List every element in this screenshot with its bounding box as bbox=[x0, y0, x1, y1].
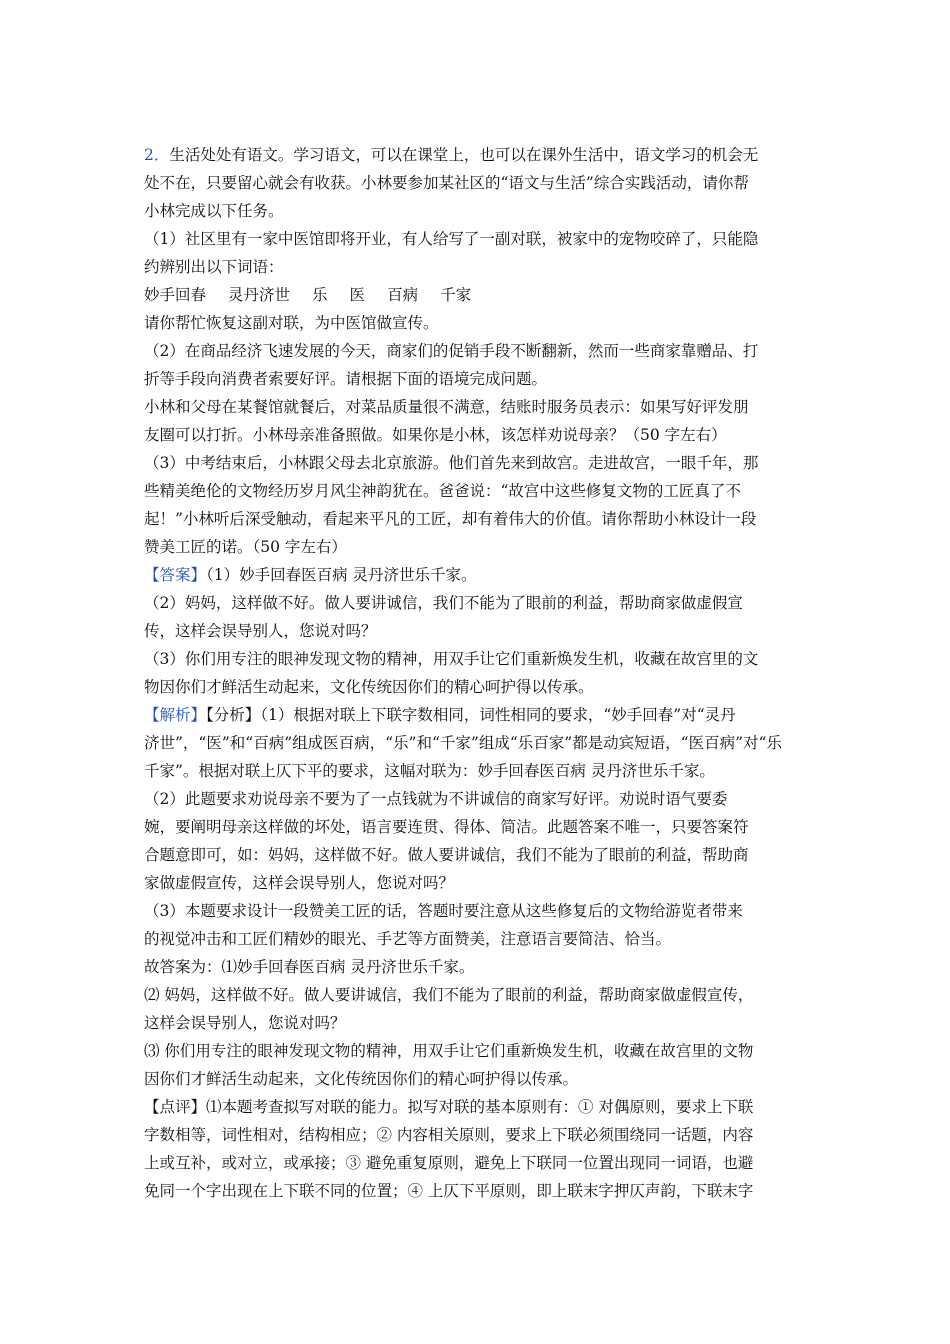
line-text: ⑵ 妈妈，这样做不好。做人要讲诚信，我们不能为了眼前的利益，帮助商家做虚假宣传， bbox=[144, 986, 754, 1004]
line-text: 小林完成以下任务。 bbox=[144, 202, 284, 220]
line-text: （2）在商品经济飞速发展的今天，商家们的促销手段不断翻新，然而一些商家靠赠品、打 bbox=[144, 342, 759, 360]
text-line bbox=[144, 393, 812, 421]
text-line bbox=[144, 589, 812, 617]
text-line bbox=[144, 505, 812, 533]
text-line bbox=[144, 421, 812, 449]
line-text: 友圈可以打折。小林母亲准备照做。如果你是小林，该怎样劝说母亲？（50 字左右） bbox=[144, 426, 727, 444]
text-line bbox=[144, 253, 812, 281]
line-text: （1）妙手回春医百病 灵丹济世乐千家。 bbox=[206, 566, 477, 584]
text-line bbox=[144, 869, 812, 897]
line-text: 【分析】（1）根据对联上下联字数相同，词性相同的要求，“妙手回春”对“灵丹 bbox=[206, 706, 736, 724]
line-text: 婉，要阐明母亲这样做的坏处，语言要连贯、得体、简洁。此题答案不唯一，只要答案符 bbox=[144, 818, 749, 836]
line-text: （3）你们用专注的眼神发现文物的精神，用双手让它们重新焕发生机，收藏在故宫里的文 bbox=[144, 650, 759, 668]
couplet-word: 妙手回春 bbox=[144, 286, 207, 304]
line-text: 的视觉冲击和工匠们精妙的眼光、手艺等方面赞美，注意语言要简洁、恰当。 bbox=[144, 930, 672, 948]
line-text: 折等手段向消费者索要好评。请根据下面的语境完成问题。 bbox=[144, 370, 548, 388]
line-text: 传，这样会误导别人，您说对吗？ bbox=[144, 622, 377, 640]
line-text: （3）中考结束后，小林跟父母去北京旅游。他们首先来到故宫。走进故宫，一眼千年，那 bbox=[144, 454, 759, 472]
line-text: （2）此题要求劝说母亲不要为了一点钱就为不讲诚信的商家写好评。劝说时语气要委 bbox=[144, 790, 728, 808]
text-line bbox=[144, 1065, 812, 1093]
line-text: 上或互补，或对立，或承接；③ 避免重复原则，避免上下联同一位置出现同一词语，也避 bbox=[144, 1154, 754, 1172]
text-line bbox=[144, 169, 812, 197]
couplet-word: 灵丹济世 bbox=[228, 286, 291, 304]
couplet-word: 千家 bbox=[440, 286, 472, 304]
line-text: （1）社区里有一家中医馆即将开业，有人给写了一副对联，被家中的宠物咬碎了，只能隐 bbox=[144, 230, 759, 248]
line-text: 些精美绝伦的文物经历岁月风尘神韵犹在。爸爸说：“故宫中这些修复文物的工匠真了不 bbox=[144, 482, 741, 500]
text-line bbox=[144, 645, 812, 673]
text-line bbox=[144, 841, 812, 869]
line-text: 这样会误导别人，您说对吗？ bbox=[144, 1014, 346, 1032]
couplet-word: 百病 bbox=[387, 286, 419, 304]
line-text: 生活处处有语文。学习语文，可以在课堂上，也可以在课外生活中，语文学习的机会无 bbox=[169, 146, 759, 164]
line-text: 字数相等，词性相对，结构相应；② 内容相关原则，要求上下联必须围绕同一话题，内容 bbox=[144, 1126, 754, 1144]
line-text: 合题意即可，如：妈妈，这样做不好。做人要讲诚信，我们不能为了眼前的利益，帮助商 bbox=[144, 846, 749, 864]
text-line bbox=[144, 1177, 812, 1205]
text-line bbox=[144, 617, 812, 645]
line-text: ⑶ 你们用专注的眼神发现文物的精神，用双手让它们重新焕发生机，收藏在故宫里的文物 bbox=[144, 1042, 754, 1060]
couplet-word: 乐 bbox=[312, 286, 328, 304]
line-text: 处不在，只要留心就会有收获。小林要参加某社区的“语文与生活”综合实践活动，请你帮 bbox=[144, 174, 749, 192]
line-text: 小林和父母在某餐馆就餐后，对菜品质量很不满意，结账时服务员表示：如果写好评发朋 bbox=[144, 398, 749, 416]
line-text: 赞美工匠的诺。（50 字左右） bbox=[144, 538, 347, 556]
line-text: 济世”，“医”和“百病”组成医百病，“乐”和“千家”组成“乐百家”都是动宾短语，“医百病”对“乐 bbox=[144, 734, 782, 752]
couplet-word: 医 bbox=[349, 286, 366, 304]
line-text: 家做虚假宣传，这样会误导别人，您说对吗？ bbox=[144, 874, 455, 892]
text-line bbox=[144, 449, 812, 477]
line-text: 因你们才鲜活生动起来，文化传统因你们的精心呵护得以传承。 bbox=[144, 1070, 579, 1088]
text-line bbox=[144, 1037, 812, 1065]
text-line bbox=[144, 1121, 812, 1149]
text-line bbox=[144, 337, 812, 365]
line-text: 免同一个字出现在上下联不同的位置；④ 上仄下平原则，即上联末字押仄声韵，下联末字 bbox=[144, 1182, 754, 1200]
line-text: 千家”。根据对联上仄下平的要求，这幅对联为：妙手回春医百病 灵丹济世乐千家。 bbox=[144, 762, 715, 780]
line-text: 起！”小林听后深受触动，看起来平凡的工匠，却有着伟大的价值。请你帮助小林设计一段 bbox=[144, 510, 757, 528]
text-line bbox=[144, 1093, 812, 1121]
question-number: 2． bbox=[144, 146, 170, 164]
text-line bbox=[144, 561, 812, 589]
line-text: 【点评】⑴本题考查拟写对联的能力。拟写对联的基本原则有：① 对偶原则，要求上下联 bbox=[144, 1098, 754, 1116]
section-tag: 【答案】 bbox=[144, 566, 207, 584]
text-line bbox=[144, 197, 812, 225]
text-line bbox=[144, 477, 812, 505]
section-tag: 【解析】 bbox=[144, 706, 207, 724]
line-text: 约辨别出以下词语： bbox=[144, 258, 284, 276]
text-line bbox=[144, 1009, 812, 1037]
text-line bbox=[144, 309, 812, 337]
text-line bbox=[144, 897, 812, 925]
text-line bbox=[144, 225, 812, 253]
text-line bbox=[144, 701, 812, 729]
text-line bbox=[144, 365, 812, 393]
text-line bbox=[144, 925, 812, 953]
line-text: （3）本题要求设计一段赞美工匠的话，答题时要注意从这些修复后的文物给游览者带来 bbox=[144, 902, 743, 920]
text-line bbox=[144, 953, 812, 981]
text-line bbox=[144, 673, 812, 701]
text-line bbox=[144, 141, 812, 169]
text-line bbox=[144, 281, 812, 309]
line-text: 故答案为：⑴妙手回春医百病 灵丹济世乐千家。 bbox=[144, 958, 475, 976]
text-line bbox=[144, 757, 812, 785]
line-text: （2）妈妈，这样做不好。做人要讲诚信，我们不能为了眼前的利益，帮助商家做虚假宣 bbox=[144, 594, 743, 612]
document-body bbox=[144, 141, 812, 1205]
text-line bbox=[144, 813, 812, 841]
text-line bbox=[144, 1149, 812, 1177]
line-text: 物因你们才鲜活生动起来，文化传统因你们的精心呵护得以传承。 bbox=[144, 678, 594, 696]
text-line bbox=[144, 981, 812, 1009]
text-line bbox=[144, 785, 812, 813]
text-line bbox=[144, 533, 812, 561]
text-line bbox=[144, 729, 812, 757]
line-text: 请你帮忙恢复这副对联，为中医馆做宣传。 bbox=[144, 314, 439, 332]
